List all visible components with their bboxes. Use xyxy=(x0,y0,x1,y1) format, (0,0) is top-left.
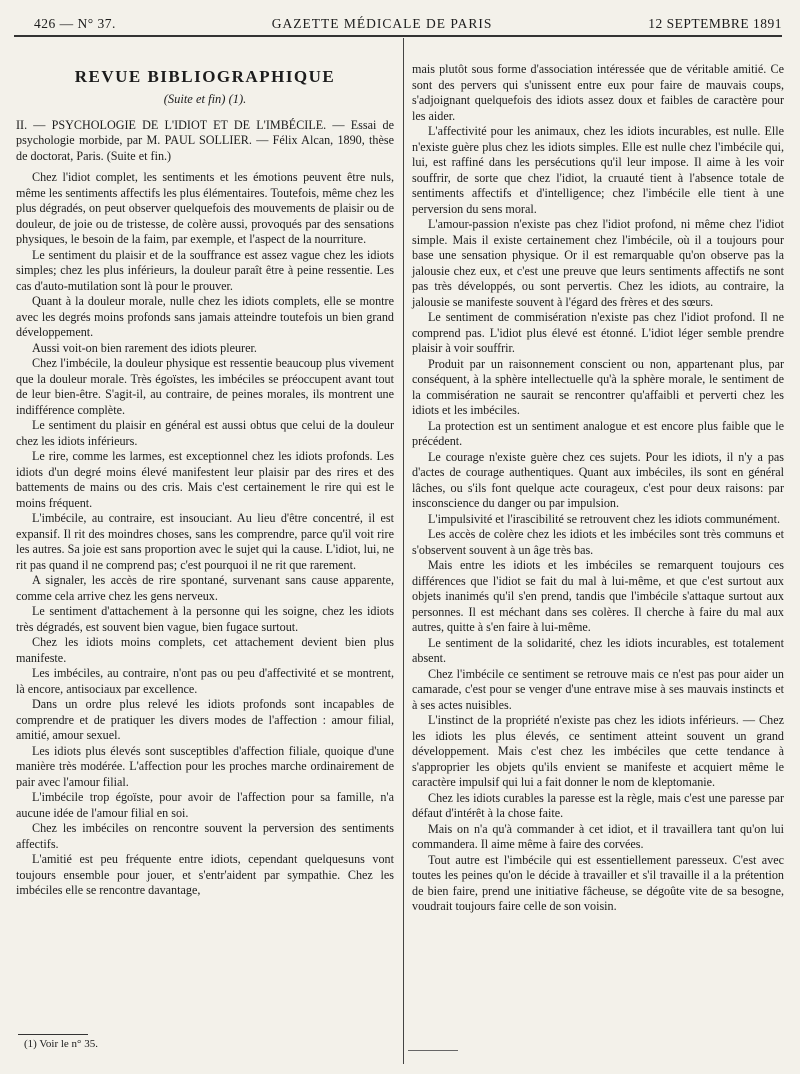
paragraph: Chez les idiots curables la paresse est la règle, mais c'est une paresse par défaut d'intérêt à la chose faite. xyxy=(412,790,784,820)
paragraph: Chez l'imbécile, la douleur physique est ressentie beaucoup plus vivement que la douleur morale. Très égoïstes, les imbéciles se préoccupent avant tout de leur bien-être. S'agit-il, au contraire, de peines morales, ils montrent une indifférence complète. xyxy=(16,356,394,417)
paragraph: Mais entre les idiots et les imbéciles se remarquent toujours ces différences que l'idiot se fait du mal à lui-même, et que c'est surtout aux objets inanimés qu'il s'en prend, tandis que l'imbécile s'attaque surtout aux personnes. Il est méchant dans ses colères. Il cherche à faire du mal aux autres, quitte à s'en faire à lui-même. xyxy=(412,558,784,634)
paragraph: La protection est un sentiment analogue et est encore plus faible que le précédent. xyxy=(412,418,784,448)
paragraph: Le sentiment d'attachement à la personne qui les soigne, chez les idiots très dégradés, est souvent bien vague, bien fugace surtout. xyxy=(16,604,394,634)
issue-date: 12 SEPTEMBRE 1891 xyxy=(648,16,782,31)
paragraph: L'instinct de la propriété n'existe pas chez les idiots inférieurs. — Chez les idiots les plus élevés, ce sentiment atteint souvent un grand développement. Mais c'est chez les imbéciles que cette tendance à s'approprier les objets qu'ils envient se manifeste et acquiert même le caractère impulsif qui lui a fait donner le nom de kleptomanie. xyxy=(412,713,784,789)
paragraph: Dans un ordre plus relevé les idiots profonds sont incapables de comprendre et de pratiquer les divers modes de l'affection : amour filial, amitié, amour sexuel. xyxy=(16,697,394,742)
left-column xyxy=(16,62,394,899)
column-divider xyxy=(403,38,404,1064)
journal-title: GAZETTE MÉDICALE DE PARIS xyxy=(271,16,493,31)
paragraph: Le rire, comme les larmes, est exceptionnel chez les idiots profonds. Les idiots d'un degré moins élevé manifestent leur plaisir par des rires et des battements de mains ou des cris. Mais c'est certainement le rire qui est le moins fréquent. xyxy=(16,449,394,510)
paragraph: Le sentiment du plaisir et de la souffrance est assez vague chez les idiots simples; chez les plus inférieurs, la douleur paraît être à peine ressentie. Les cas d'auto-mutilation sont là pour le prouver. xyxy=(16,247,394,293)
paragraph: Produit par un raisonnement conscient ou non, appartenant plus, par conséquent, à la sphère intellectuelle qu'à la sphère morale, le sentiment de la commisération ne saurait se rencontrer qu'affaibli et perverti chez les idiots et les imbéciles. xyxy=(412,356,784,417)
footnote-rule xyxy=(18,1034,88,1035)
paragraph: Chez les idiots moins complets, cet attachement devient bien plus manifeste. xyxy=(16,635,394,665)
bibliographic-reference: II. — PSYCHOLOGIE DE L'IDIOT ET DE L'IMBÉCILE. — Essai de psychologie morbide, par M. PAUL SOLLIER. — Félix Alcan, 1890, thèse de doctorat, Paris. (Suite et fin.) xyxy=(16,117,394,163)
paragraph: Le sentiment de la solidarité, chez les idiots incurables, est totalement absent. xyxy=(412,635,784,665)
paragraph: Tout autre est l'imbécile qui est essentiellement paresseux. C'est avec toutes les peines qu'on le décide à travailler et s'il travaille il a la prétention de bien faire, prend une initiative fâcheuse, se dégoûte vite de sa besogne, voudrait toujours faire celle de son voisin. xyxy=(412,852,784,913)
paragraph: L'amitié est peu fréquente entre idiots, cependant quelquesuns vont toujours ensemble pour jouer, et s'entr'aident par sympathie. Chez les imbéciles elle se rencontre davantage, xyxy=(16,852,394,897)
page-header xyxy=(14,12,782,32)
paragraph: Les accès de colère chez les idiots et les imbéciles sont très communs et s'observent souvent à un âge très bas. xyxy=(412,527,784,557)
paragraph: Chez l'idiot complet, les sentiments et les émotions peuvent être nuls, même les sentiments affectifs les plus élémentaires. Toutefois, même chez les plus dégradés, on peut observer quelquefois des mouvements de plaisir ou de douleur, de joie ou de tristesse, de colère aussi, provoqués par des sensations physiques, le besoin de la faim, par exemple, et l'aspect de la nourriture. xyxy=(16,170,394,246)
right-column xyxy=(412,62,784,915)
header-rule xyxy=(14,35,782,37)
footnote: (1) Voir le n° 35. xyxy=(24,1038,98,1050)
paragraph: L'impulsivité et l'irascibilité se retrouvent chez les idiots communément. xyxy=(428,511,780,526)
paragraph: Aussi voit-on bien rarement des idiots pleurer. xyxy=(32,340,257,355)
paragraph: Le courage n'existe guère chez ces sujets. Pour les idiots, il n'y a pas d'actes de courage authentiques. Quant aux imbéciles, ils sont en général lâches, ou s'ils font quelque acte courageux, c'est pour deux raisons: par insconscience du danger ou par impulsion. xyxy=(412,449,784,510)
page-number: 426 — N° 37. xyxy=(34,16,116,31)
paragraph: Quant à la douleur morale, nulle chez les idiots complets, elle se montre avec les degrés moins profonds sans jamais atteindre toutefois un bien grand développement. xyxy=(16,294,394,339)
paragraph: Le sentiment de commisération n'existe pas chez l'idiot profond. Il ne comprend pas. L'idiot plus élevé est étonné. L'idiot léger semble prendre plaisir à voir souffrir. xyxy=(412,310,784,355)
paragraph: L'affectivité pour les animaux, chez les idiots incurables, est nulle. Elle n'existe guère plus chez les idiots simples. Elle est nulle chez l'imbécile qui, lui, est raffiné dans les persécutions qu'il leur impose. Il aime à les voir souffrir, de sorte que chez l'idiot, la cruauté tient à l'absence totale de sentiments affectifs et d'intelligence; chez l'imbécile elle tient à une perversion du sens moral. xyxy=(412,124,784,216)
paragraph: Chez les imbéciles on rencontre souvent la perversion des sentiments affectifs. xyxy=(16,821,394,851)
paragraph: Mais on n'a qu'à commander à cet idiot, et il travaillera tant qu'on lui commandera. Il aime même à faire des corvées. xyxy=(412,821,784,851)
paragraph: Le sentiment du plaisir en général est aussi obtus que celui de la douleur chez les idiots inférieurs. xyxy=(16,418,394,448)
section-title: REVUE BIBLIOGRAPHIQUE xyxy=(74,67,336,86)
paragraph: mais plutôt sous forme d'association intéressée que de véritable amitié. Ce sont des pervers qui s'unissent entre eux pour faire de mauvais coups, s'adjoignant quelquefois des idiots assez doux et faibles de caractère pour les aider. xyxy=(412,62,784,123)
paragraph: L'amour-passion n'existe pas chez l'idiot profond, ni même chez l'idiot simple. Mais il existe certainement chez l'imbécile, où il a toujours pour base une sensation physique. Or il est remarquable qu'on observe pas la jalousie chez eux, et c'est une preuve que leurs sentiments affectifs ne sont pas très développés, ou sont pervertis. Chez les idiots, au contraire, la jalousie se manifeste souvent à l'égard des frères et des sœurs. xyxy=(412,217,784,309)
section-subtitle: (Suite et fin) (1). xyxy=(163,92,247,106)
paragraph: A signaler, les accès de rire spontané, survenant sans cause apparente, comme cela arrive chez les gens nerveux. xyxy=(16,573,394,603)
paragraph: Les imbéciles, au contraire, n'ont pas ou peu d'affectivité et se montrent, là encore, antisociaux par excellence. xyxy=(16,666,394,696)
paragraph: L'imbécile trop égoïste, pour avoir de l'affection pour sa famille, n'a aucune idée de l'amour filial en soi. xyxy=(16,790,394,820)
paragraph: Les idiots plus élevés sont susceptibles d'affection filiale, quoique d'une manière très modérée. L'affection pour les proches marche ordinairement de pair avec l'amour filial. xyxy=(16,743,394,789)
paragraph: L'imbécile, au contraire, est insouciant. Au lieu d'être concentré, il est expansif. Il rit des moindres choses, sans les comprendre, parce qu'il voit rire les autres. Sa joie est sans proportion avec le sujet qui la cause. L'idiot, lui, ne rit pas quand il ne comprend pas; c'est pourquoi il ne rit que rarement. xyxy=(16,511,394,572)
paragraph: Chez l'imbécile ce sentiment se retrouve mais ce n'est pas pour aider un camarade, c'est pour se venger d'une entrave mise à ses mauvais instincts et à ses actes nuisibles. xyxy=(412,666,784,712)
end-rule xyxy=(408,1050,458,1051)
